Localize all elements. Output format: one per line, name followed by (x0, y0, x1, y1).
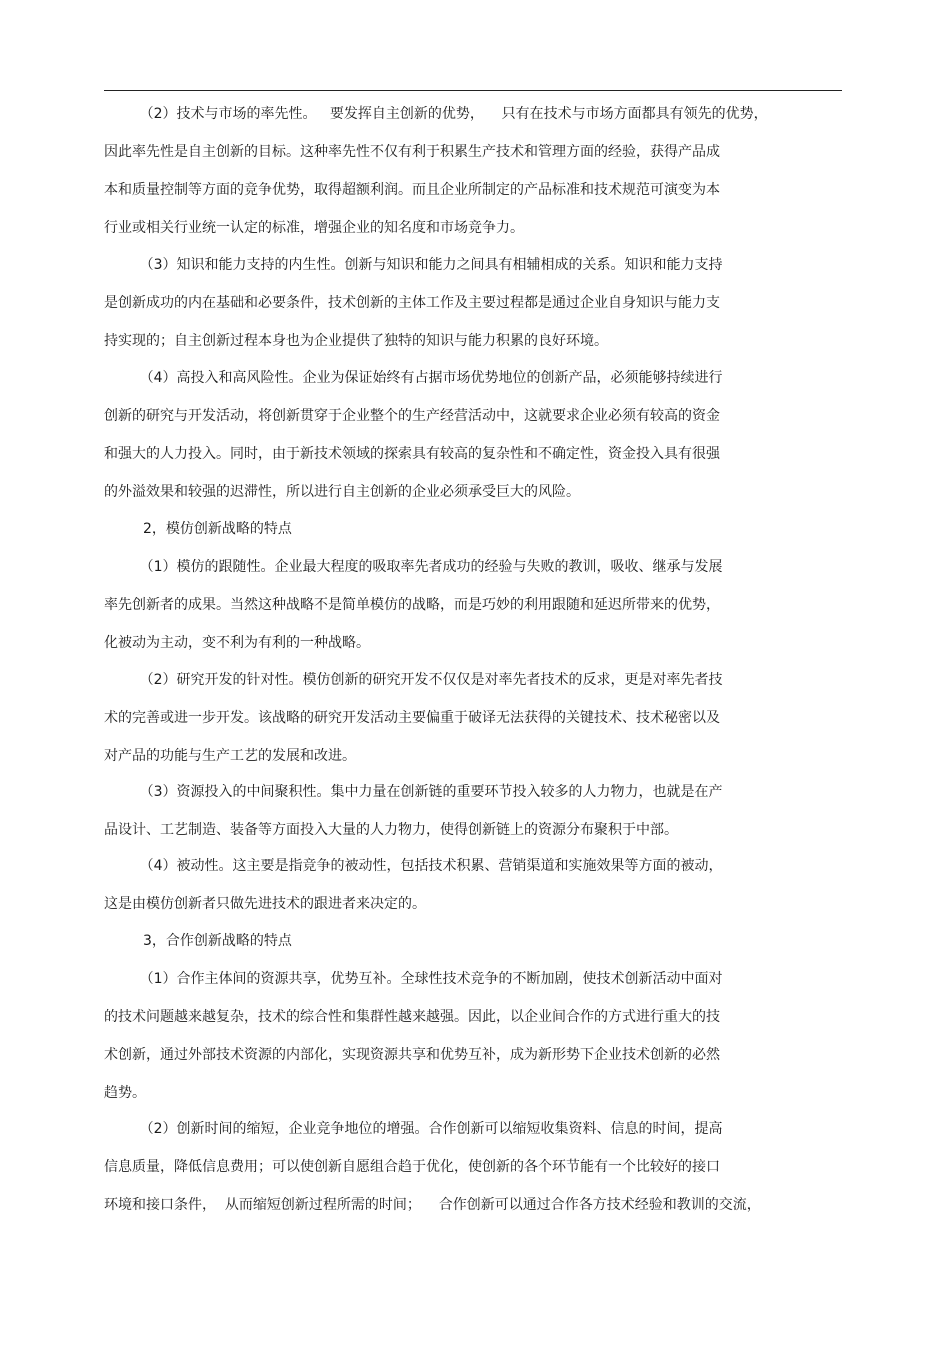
text-line: （4）被动性。这主要是指竞争的被动性，包括技术积累、营销渠道和实施效果等方面的被动， (104, 858, 723, 874)
text-line: （2）研究开发的针对性。模仿创新的研究开发不仅仅是对率先者技术的反求，更是对率先者技 (104, 672, 723, 688)
text-line: 趋势。 (104, 1085, 146, 1101)
paragraph-passivity (104, 847, 824, 923)
text-line: （2）技术与市场的率先性。 要发挥自主创新的优势， 只有在技术与市场方面都具有领先的优势， (104, 106, 768, 122)
paragraph-resource-sharing (104, 960, 824, 1112)
paragraph-time-shortening (104, 1110, 824, 1224)
text-line: 信息质量，降低信息费用；可以使创新自愿组合趋于优化，使创新的各个环节能有一个比较好的接口 (104, 1159, 720, 1175)
paragraph-leading-2 (104, 95, 824, 247)
text-line: 和强大的人力投入。同时，由于新技术领域的探索具有较高的复杂性和不确定性，资金投入具有很强 (104, 446, 720, 462)
text-line: 本和质量控制等方面的竞争优势，取得超额利润。而且企业所制定的产品标准和技术规范可演变为本 (104, 182, 720, 198)
text-line: 行业或相关行业统一认定的标准，增强企业的知名度和市场竞争力。 (104, 220, 524, 236)
section-heading-imitation: 2，模仿创新战略的特点 (143, 521, 292, 537)
paragraph-targeted-rd (104, 661, 824, 775)
text-line: （2）创新时间的缩短，企业竞争地位的增强。合作创新可以缩短收集资料、信息的时间，提高 (104, 1121, 723, 1137)
paragraph-resource-accumulation (104, 773, 824, 849)
text-line: 持实现的；自主创新过程本身也为企业提供了独特的知识与能力积累的良好环境。 (104, 333, 608, 349)
text-line: 环境和接口条件， 从而缩短创新过程所需的时间； 合作创新可以通过合作各方技术经验和教训的交流， (104, 1197, 761, 1213)
text-line: （1）模仿的跟随性。企业最大程度的吸取率先者成功的经验与失败的教训，吸收、继承与发展 (104, 559, 723, 575)
paragraph-internal-knowledge (104, 246, 824, 360)
text-line: （1）合作主体间的资源共享，优势互补。全球性技术竞争的不断加剧，使技术创新活动中面对 (104, 971, 723, 987)
text-line: 因此率先性是自主创新的目标。这种率先性不仅有利于积累生产技术和管理方面的经验，获得产品成 (104, 144, 720, 160)
text-line: 这是由模仿创新者只做先进技术的跟进者来决定的。 (104, 896, 426, 912)
paragraph-high-investment (104, 359, 824, 511)
text-line: 是创新成功的内在基础和必要条件，技术创新的主体工作及主要过程都是通过企业自身知识与能力支 (104, 295, 720, 311)
text-line: 术创新，通过外部技术资源的内部化，实现资源共享和优势互补，成为新形势下企业技术创新的必然 (104, 1047, 720, 1063)
text-line: 的外溢效果和较强的迟滞性，所以进行自主创新的企业必须承受巨大的风险。 (104, 484, 580, 500)
text-line: 的技术问题越来越复杂，技术的综合性和集群性越来越强。因此，以企业间合作的方式进行重大的技 (104, 1009, 720, 1025)
text-line: 创新的研究与开发活动，将创新贯穿于企业整个的生产经营活动中，这就要求企业必须有较高的资金 (104, 408, 720, 424)
paragraph-following (104, 548, 824, 662)
text-line: 对产品的功能与生产工艺的发展和改进。 (104, 748, 356, 764)
text-line: （3）资源投入的中间聚积性。集中力量在创新链的重要环节投入较多的人力物力，也就是在产 (104, 784, 723, 800)
text-line: 术的完善或进一步开发。该战略的研究开发活动主要偏重于破译无法获得的关键技术、技术秘密以及 (104, 710, 720, 726)
text-line: （3）知识和能力支持的内生性。创新与知识和能力之间具有相辅相成的关系。知识和能力支持 (104, 257, 723, 273)
section-heading-cooperation: 3，合作创新战略的特点 (143, 933, 292, 949)
text-line: （4）高投入和高风险性。企业为保证始终有占据市场优势地位的创新产品，必须能够持续进行 (104, 370, 723, 386)
text-line: 率先创新者的成果。当然这种战略不是简单模仿的战略，而是巧妙的利用跟随和延迟所带来的优势， (104, 597, 720, 613)
header-rule (104, 90, 842, 91)
text-line: 化被动为主动，变不利为有利的一种战略。 (104, 635, 370, 651)
text-line: 品设计、工艺制造、装备等方面投入大量的人力物力，使得创新链上的资源分布聚积于中部。 (104, 822, 678, 838)
